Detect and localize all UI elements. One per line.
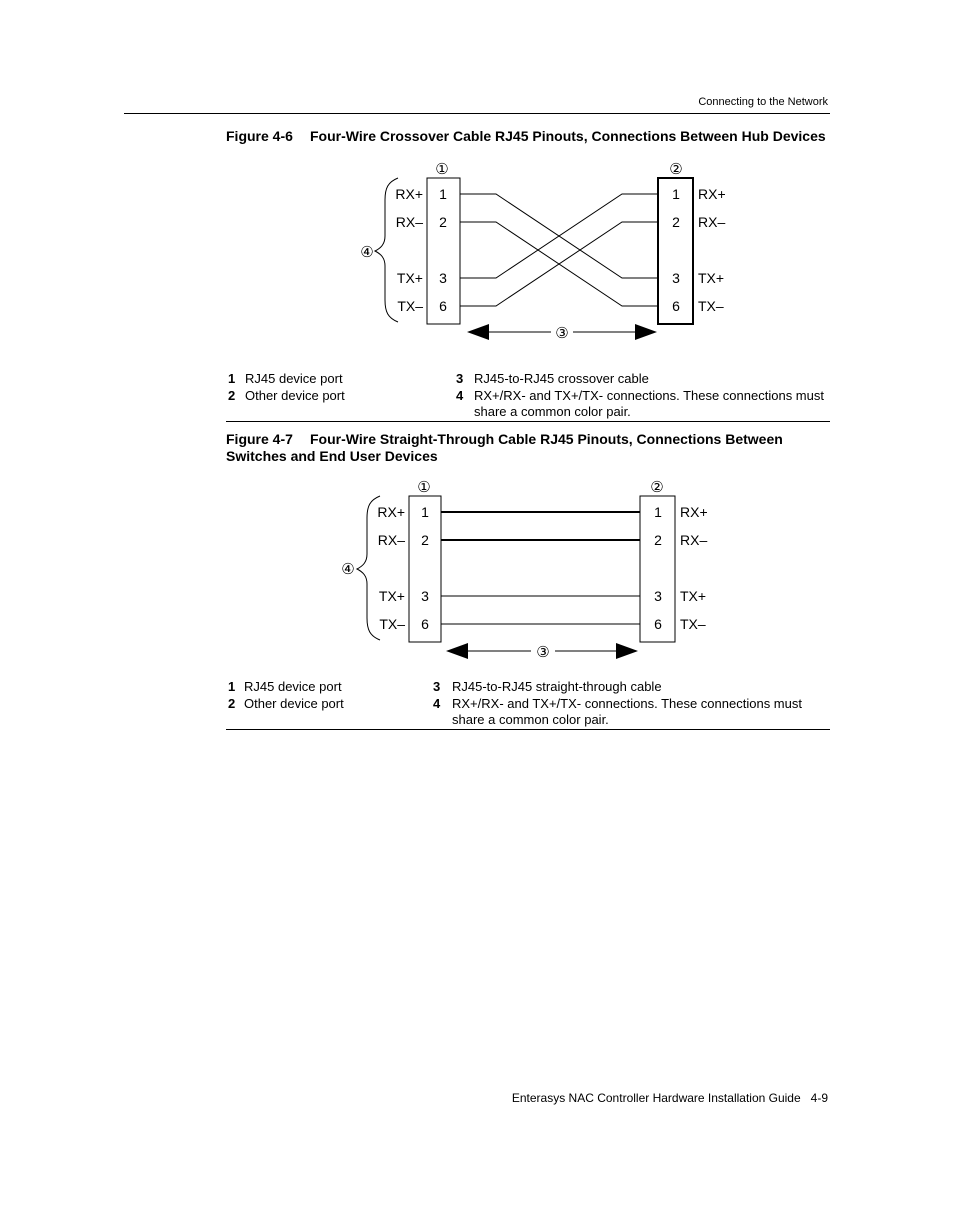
arrowhead-left xyxy=(446,643,468,659)
legend-2-text: Other device port xyxy=(244,696,344,711)
legend-4-num: 4 xyxy=(456,388,464,403)
figure-number: Figure 4-7 xyxy=(226,431,293,447)
legend-3-num: 3 xyxy=(456,371,464,386)
left-signal-tx-plus: TX+ xyxy=(396,270,423,286)
legend-4-text: RX+/RX- and TX+/TX- connections. These connections must share a common color pair. xyxy=(474,388,824,419)
left-pin-3: 3 xyxy=(439,270,447,286)
guide-title: Enterasys NAC Controller Hardware Installation Guide xyxy=(511,1091,801,1105)
legend-1-num: 1 xyxy=(228,679,236,694)
legend-2-num: 2 xyxy=(228,388,236,403)
legend-1-text: RJ45 device port xyxy=(245,371,343,386)
arrowhead-left xyxy=(467,324,489,340)
left-signal-rx-minus: RX– xyxy=(377,532,405,548)
callout-device-port: ① xyxy=(435,160,449,178)
left-signal-tx-minus: TX– xyxy=(379,616,405,632)
legend-3-text: RJ45-to-RJ45 straight-through cable xyxy=(452,679,662,694)
left-signal-tx-plus: TX+ xyxy=(378,588,405,604)
right-signal-tx-plus: TX+ xyxy=(698,270,725,286)
left-pin-2: 2 xyxy=(421,532,429,548)
right-signal-tx-minus: TX– xyxy=(698,298,724,314)
left-signal-rx-plus: RX+ xyxy=(377,504,405,520)
left-pin-6: 6 xyxy=(439,298,447,314)
page-footer xyxy=(512,1091,828,1105)
running-head: Connecting to the Network xyxy=(698,96,828,108)
callout-pairs: ④ xyxy=(341,560,355,578)
left-pin-1: 1 xyxy=(421,504,429,520)
right-pin-6: 6 xyxy=(672,298,680,314)
figure-number: Figure 4-6 xyxy=(226,128,293,144)
legend-4-num: 4 xyxy=(433,696,441,711)
crossover-diagram xyxy=(0,150,954,350)
right-signal-rx-plus: RX+ xyxy=(680,504,708,520)
right-pin-2: 2 xyxy=(654,532,662,548)
left-signal-tx-minus: TX– xyxy=(397,298,423,314)
left-signal-rx-plus: RX+ xyxy=(395,186,423,202)
page-number: 4-9 xyxy=(810,1091,828,1105)
left-pin-3: 3 xyxy=(421,588,429,604)
wire-3-to-1 xyxy=(460,194,658,278)
straight-through-diagram xyxy=(0,470,954,670)
figure-caption: Four-Wire Crossover Cable RJ45 Pinouts, Connections Between Hub Devices xyxy=(310,128,826,144)
callout-other-port: ② xyxy=(669,160,683,178)
left-signal-rx-minus: RX– xyxy=(395,214,423,230)
legend-2-text: Other device port xyxy=(245,388,345,403)
callout-pairs: ④ xyxy=(360,243,374,261)
left-pin-6: 6 xyxy=(421,616,429,632)
right-pin-1: 1 xyxy=(654,504,662,520)
right-pin-3: 3 xyxy=(654,588,662,604)
callout-cable: ③ xyxy=(536,643,550,661)
figure-4-7-title xyxy=(226,431,826,465)
arrowhead-right xyxy=(635,324,657,340)
figure-caption: Four-Wire Straight-Through Cable RJ45 Pinouts, Connections Between Switches and End User Devices xyxy=(226,431,783,464)
figure-4-7-rule xyxy=(226,729,830,730)
right-signal-rx-plus: RX+ xyxy=(698,186,726,202)
right-pin-1: 1 xyxy=(672,186,680,202)
arrowhead-right xyxy=(616,643,638,659)
right-signal-tx-minus: TX– xyxy=(680,616,706,632)
right-signal-rx-minus: RX– xyxy=(698,214,726,230)
legend-1-num: 1 xyxy=(228,371,236,386)
left-pin-2: 2 xyxy=(439,214,447,230)
right-signal-rx-minus: RX– xyxy=(680,532,708,548)
callout-device-port: ① xyxy=(417,478,431,496)
right-signal-tx-plus: TX+ xyxy=(680,588,707,604)
legend-4-text: RX+/RX- and TX+/TX- connections. These connections must share a common color pair. xyxy=(452,696,802,727)
right-pin-2: 2 xyxy=(672,214,680,230)
legend-3-num: 3 xyxy=(433,679,441,694)
right-pin-6: 6 xyxy=(654,616,662,632)
figure-4-6-title xyxy=(226,128,836,145)
right-pin-3: 3 xyxy=(672,270,680,286)
wire-6-to-2 xyxy=(460,222,658,306)
callout-other-port: ② xyxy=(650,478,664,496)
figure-4-6-rule xyxy=(226,421,830,422)
left-pin-1: 1 xyxy=(439,186,447,202)
header-rule xyxy=(124,113,830,114)
legend-3-text: RJ45-to-RJ45 crossover cable xyxy=(474,371,649,386)
legend-2-num: 2 xyxy=(228,696,236,711)
callout-cable: ③ xyxy=(555,324,569,342)
legend-1-text: RJ45 device port xyxy=(244,679,342,694)
